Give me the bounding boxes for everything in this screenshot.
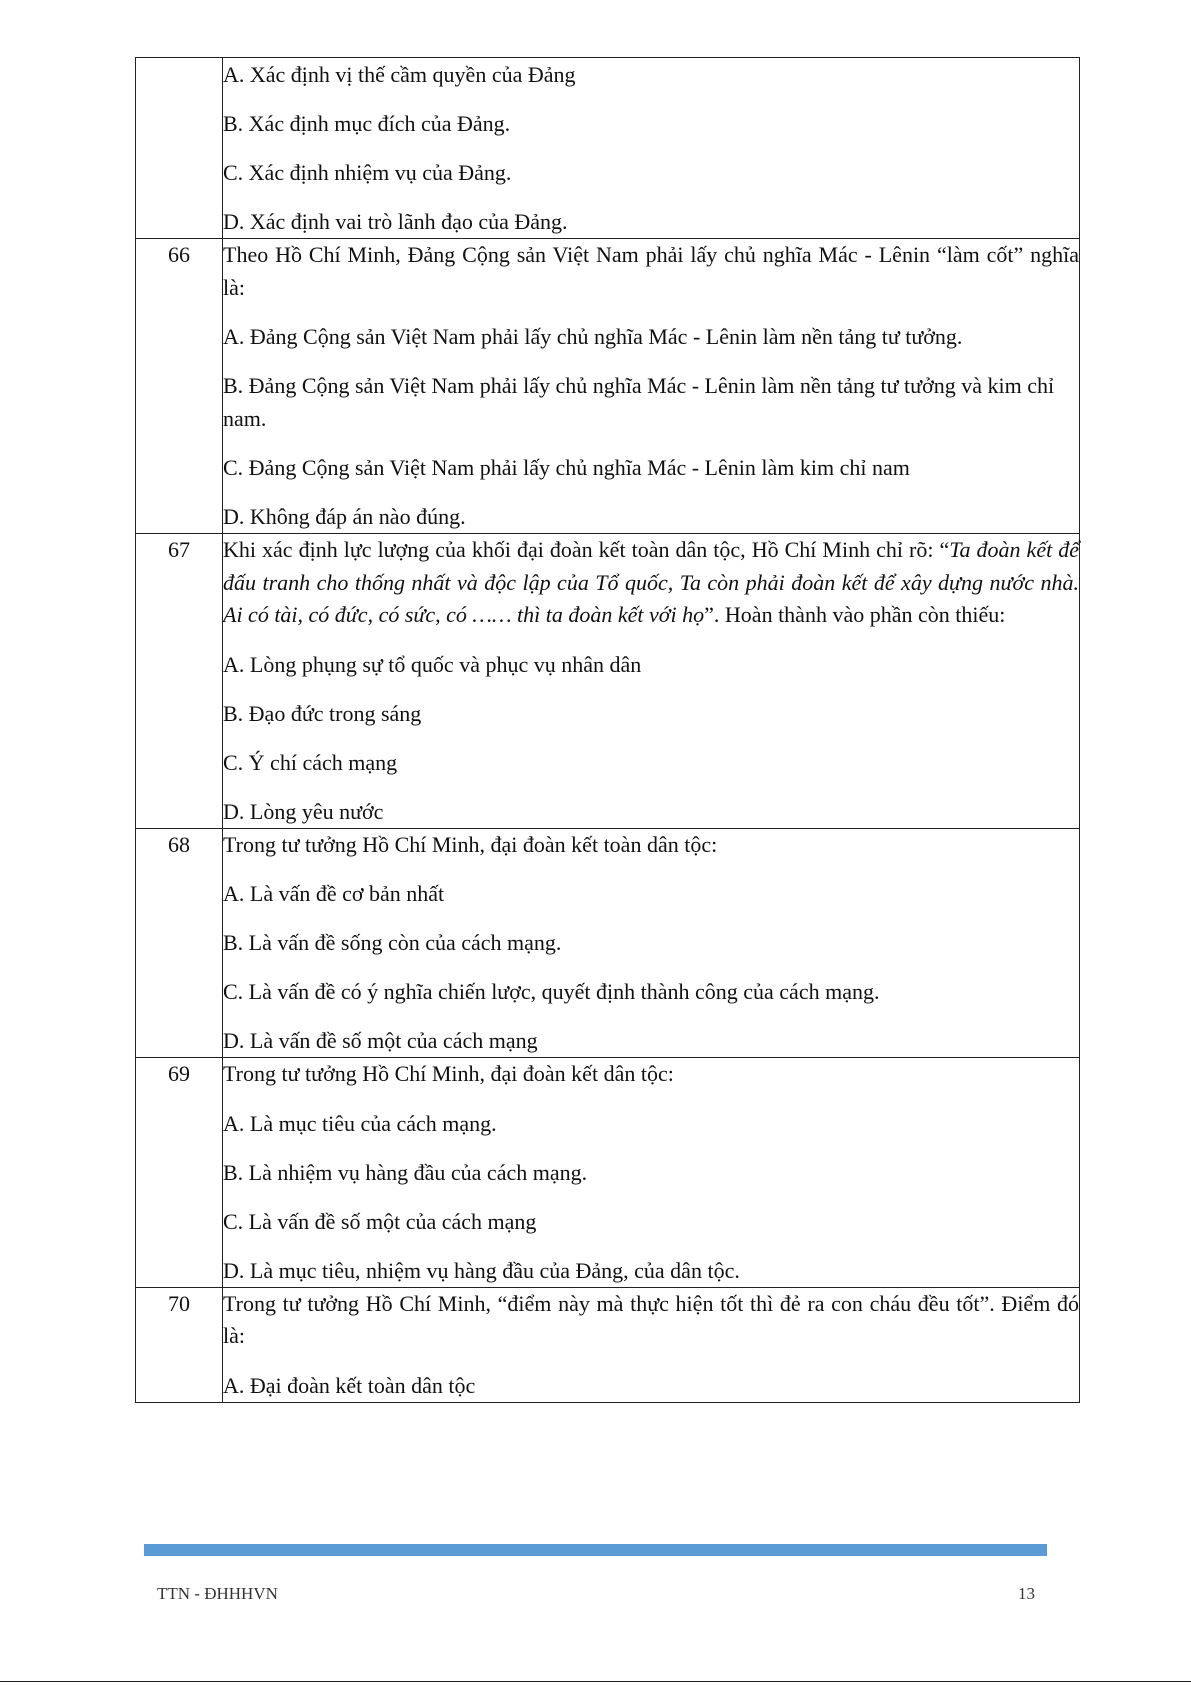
page-number: 13 [1018,1584,1035,1603]
question-number-cell [136,58,223,239]
question-row-66 [136,239,1080,534]
option-b: B. Là vấn đề sống còn của cách mạng. [223,930,562,955]
option-c: C. Ý chí cách mạng [223,749,398,775]
option-c: C. Đảng Cộng sản Việt Nam phải lấy chủ nghĩa Mác - Lênin làm kim chỉ nam [223,455,910,480]
question-quote: Ta đoàn kết để đấu tranh cho thống nhất và độc lập của Tổ quốc, Ta còn phải đoàn kết để xây dựng nước nhà. Ai có tài, có đức, có sức, có …… thì ta đoàn kết với họ [223,537,1079,627]
question-number: 70 [136,1287,223,1402]
question-table [135,57,1080,1403]
option-b: B. Đảng Cộng sản Việt Nam phải lấy chủ nghĩa Mác - Lênin làm nền tảng tư tưởng và kim chỉ nam. [223,373,1055,431]
question-number: 66 [136,239,223,534]
question-row-70 [136,1287,1080,1402]
option-d: D. Không đáp án nào đúng. [223,504,466,529]
option-d: D. Là vấn đề số một của cách mạng [223,1028,538,1053]
question-body-cell [223,239,1080,534]
question-text: Theo Hồ Chí Minh, Đảng Cộng sản Việt Nam phải lấy chủ nghĩa Mác - Lênin “làm cốt” nghĩa là: [223,242,1079,300]
option-d: D. Là mục tiêu, nhiệm vụ hàng đầu của Đảng, của dân tộc. [223,1257,740,1283]
option-b: B. Đạo đức trong sáng [223,700,422,726]
question-row-68 [136,828,1080,1058]
question-text: Trong tư tưởng Hồ Chí Minh, đại đoàn kết toàn dân tộc: [223,831,718,857]
option-b: B. Xác định mục đích của Đảng. [223,111,511,136]
question-row-69 [136,1058,1080,1288]
option-a: A. Đại đoàn kết toàn dân tộc [223,1372,476,1398]
question-body-cell [223,534,1080,829]
question-body-cell [223,1058,1080,1288]
option-a: A. Là vấn đề cơ bản nhất [223,881,445,906]
footer-label: TTN - ĐHHHVN [157,1584,278,1603]
option-b: B. Là nhiệm vụ hàng đầu của cách mạng. [223,1159,588,1185]
question-text: Trong tư tưởng Hồ Chí Minh, đại đoàn kết dân tộc: [223,1061,674,1086]
question-text [223,534,1079,632]
question-number: 68 [136,828,223,1058]
question-prefix: Khi xác định lực lượng của khối đại đoàn kết toàn dân tộc, Hồ Chí Minh chỉ rõ: “ [223,537,950,562]
question-number: 69 [136,1058,223,1288]
option-d: D. Xác định vai trò lãnh đạo của Đảng. [223,209,568,234]
page-bottom-divider [0,1681,1191,1682]
question-row-67 [136,534,1080,829]
question-row-continuation [136,58,1080,239]
option-a: A. Xác định vị thế cầm quyền của Đảng [223,62,576,87]
footer-bar [144,1544,1047,1556]
question-body-cell [223,58,1080,239]
question-body-cell [223,828,1080,1058]
option-a: A. Lòng phụng sự tổ quốc và phục vụ nhân dân [223,651,642,677]
option-a: A. Là mục tiêu của cách mạng. [223,1110,497,1136]
question-text: Trong tư tưởng Hồ Chí Minh, “điểm này mà thực hiện tốt thì đẻ ra con cháu đều tốt”. Điểm đó là: [223,1290,1079,1348]
option-a: A. Đảng Cộng sản Việt Nam phải lấy chủ nghĩa Mác - Lênin làm nền tảng tư tưởng. [223,324,963,349]
option-c: C. Là vấn đề số một của cách mạng [223,1208,537,1234]
option-c: C. Xác định nhiệm vụ của Đảng. [223,160,512,185]
question-suffix: ”. Hoàn thành vào phần còn thiếu: [704,602,1006,627]
option-d: D. Lòng yêu nước [223,798,384,824]
question-number: 67 [136,534,223,829]
option-c: C. Là vấn đề có ý nghĩa chiến lược, quyết định thành công của cách mạng. [223,979,880,1004]
question-body-cell [223,1287,1080,1402]
